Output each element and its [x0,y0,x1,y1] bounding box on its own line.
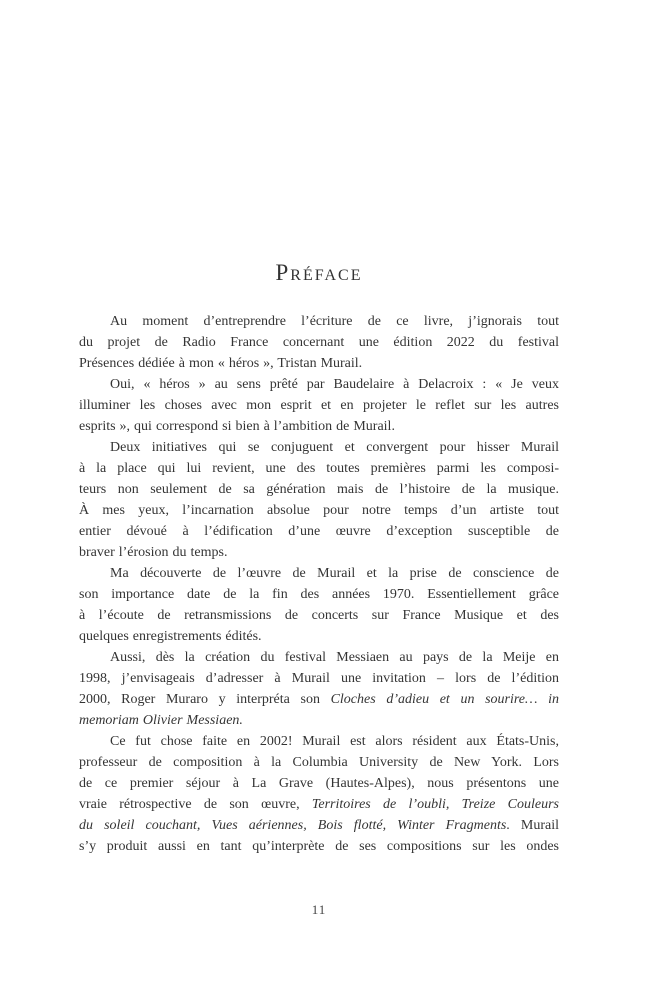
text-segment: du projet de Radio France concernant une édition 2022 du festival [79,335,559,350]
text-line [79,395,559,416]
text-line [79,731,559,752]
text-segment: Oui, « héros » au sens prêté par Baudelaire à Delacroix : « Je veux [110,377,559,392]
text-segment: 1998, j’envisageais d’adresser à Murail une invitation – lors de l’édition [79,671,559,686]
text-line [79,332,559,353]
text-segment: professeur de composition à la Columbia University de New York. Lors [79,755,559,770]
text-segment: 2000, Roger Muraro y interpréta son [79,692,331,707]
text-segment-italic: memoriam Olivier Messiaen. [79,713,243,728]
text-segment-italic: Territoires de l’oubli, Treize Couleurs [311,797,559,812]
text-line [79,458,559,479]
text-segment: Ma découverte de l’œuvre de Murail et la prise de conscience de [110,566,559,581]
text-line [79,584,559,605]
text-line [79,437,559,458]
text-line [79,605,559,626]
text-line [79,374,559,395]
text-segment-italic: Cloches d’adieu et un sourire… in [330,692,559,707]
text-line [79,521,559,542]
text-segment-italic: du soleil couchant, Vues aériennes, Bois flotté, Winter Fragments [79,818,507,833]
text-segment: de ce premier séjour à La Grave (Hautes-Alpes), nous présentons une [79,776,559,791]
text-line [79,815,559,836]
text-block [79,311,559,857]
text-line [79,416,559,437]
text-line [79,311,559,332]
page-number: 11 [311,902,327,917]
text-segment: Aussi, dès la création du festival Messiaen au pays de la Meije en [110,650,559,665]
text-line [79,773,559,794]
text-line [79,752,559,773]
text-line [79,668,559,689]
text-segment: braver l’érosion du temps. [79,545,228,560]
text-segment: teurs non seulement de sa génération mais de l’histoire de la musique. [79,482,559,497]
page-title: Préface [275,260,363,285]
text-segment: à la place qui lui revient, une des toutes premières parmi les composi- [79,461,559,476]
text-segment: Deux initiatives qui se conjuguent et convergent pour hisser Murail [110,440,559,455]
text-line [79,479,559,500]
text-line [79,794,559,815]
text-line [79,542,559,563]
text-segment: À mes yeux, l’incarnation absolue pour notre temps d’un artiste tout [79,503,559,518]
text-line [79,500,559,521]
text-segment: illuminer les choses avec mon esprit et en projeter le reflet sur les autres [79,398,559,413]
text-line [79,689,559,710]
text-segment: entier dévoué à l’édification d’une œuvre d’exception susceptible de [79,524,559,539]
text-segment: son importance date de la fin des années 1970. Essentiellement grâce [79,587,559,602]
text-segment: Présences dédiée à mon « héros », Tristan Murail. [79,356,363,371]
text-line [79,710,559,731]
text-segment: Au moment d’entreprendre l’écriture de ce livre, j’ignorais tout [110,314,559,329]
text-segment: à l’écoute de retransmissions de concerts sur France Musique et des [79,608,559,623]
text-line [79,626,559,647]
text-line [79,836,559,857]
text-line [79,563,559,584]
text-segment: . Murail [506,818,559,833]
text-segment: esprits », qui correspond si bien à l’ambition de Murail. [79,419,395,434]
text-line [79,647,559,668]
text-segment: quelques enregistrements édités. [79,629,262,644]
text-segment: Ce fut chose faite en 2002! Murail est alors résident aux États-Unis, [110,734,559,749]
text-segment: vraie rétrospective de son œuvre, [79,797,312,812]
text-segment: s’y produit aussi en tant qu’interprète de ses compositions sur les ondes [79,839,559,854]
text-line [79,353,559,374]
